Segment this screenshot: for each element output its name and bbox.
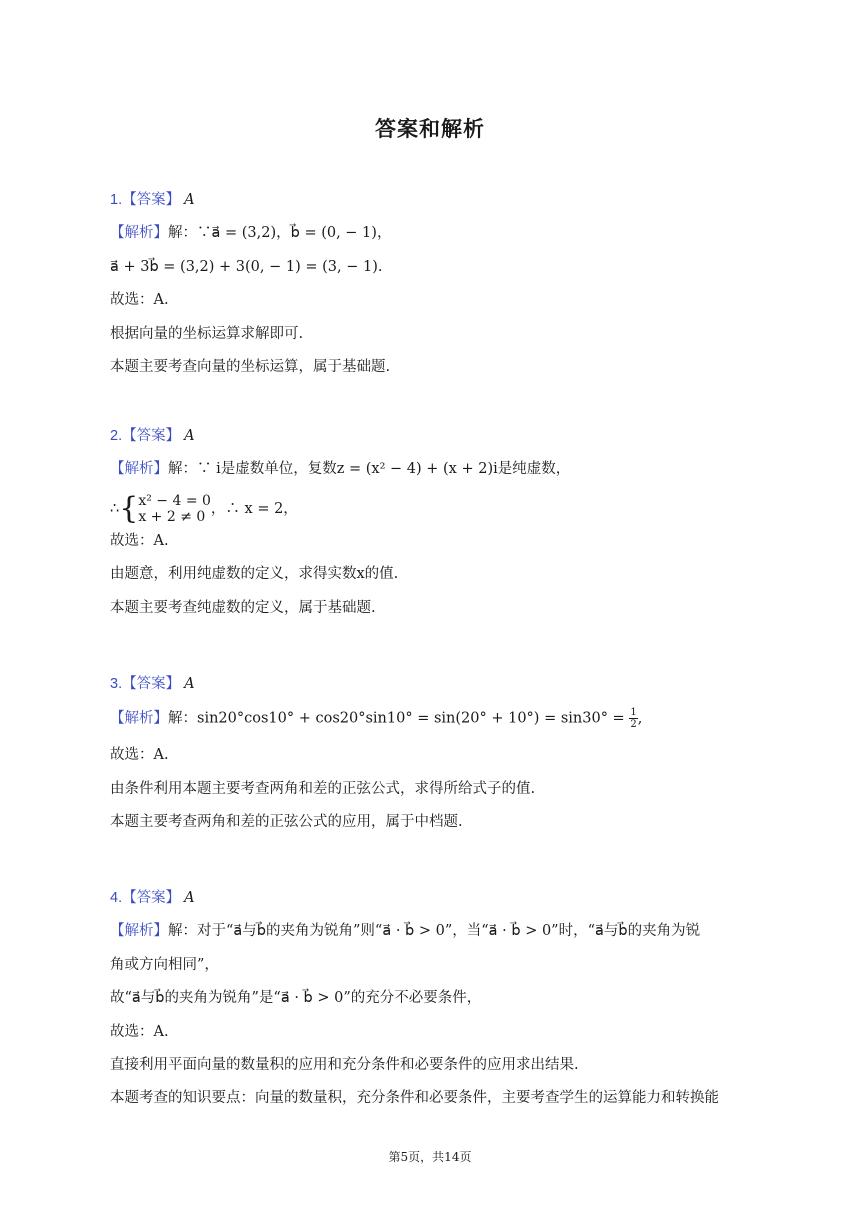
question-number: 4. [110,890,123,906]
page-title: 答案和解析 [375,117,485,141]
analysis-tag: 【解析】 [110,710,168,727]
analysis-line: 本题主要考查向量的坐标运算，属于基础题. [110,358,391,375]
analysis-line: 【解析】解：∵a⃗ = (3,2)，b⃗ = (0, − 1)， [110,225,392,242]
answer-tag: 【答案】 [122,676,181,692]
question-1 [110,190,760,390]
question-number: 3. [110,676,123,692]
page-footer: 第5页，共14页 [388,1150,472,1164]
answer-value: A [184,890,195,906]
question-number: 2. [110,428,123,444]
analysis-line: 故选：A. [110,532,169,549]
analysis-tag: 【解析】 [110,225,168,242]
question-4 [110,888,760,1122]
question-header [110,426,760,446]
analysis-line: 根据向量的坐标运算求解即可. [110,325,304,342]
analysis-line: 故选：A. [110,1023,169,1040]
analysis-line: 【解析】解：对于“a⃗与b⃗的夹角为锐角”则“a⃗ · b⃗ > 0”，当“a⃗ · b⃗ > 0”时，“a⃗与b⃗的夹角为锐 [110,923,701,940]
analysis-line: 【解析】解：sin20°cos10° + cos20°sin10° = sin(20° + 10°) = sin30° = $\frac{1}{2}$ , [110,707,643,731]
answer-value: A [184,428,195,444]
analysis-tag: 【解析】 [110,923,168,940]
analysis-tag: 【解析】 [110,461,168,478]
answer-tag: 【答案】 [122,428,181,444]
analysis-line: 角或方向相同”， [110,956,219,973]
analysis-line: 故“a⃗与b⃗的夹角为锐角”是“a⃗ · b⃗ > 0”的充分不必要条件， [110,990,482,1007]
question-header [110,190,760,210]
analysis-line: 本题主要考查纯虚数的定义，属于基础题. [110,599,376,616]
answer-value: A [184,676,195,692]
question-header [110,674,760,694]
analysis-line: 本题考查的知识要点：向量的数量积，充分条件和必要条件，主要考查学生的运算能力和转换能 [110,1090,719,1107]
analysis-line: 由条件利用本题主要考查两角和差的正弦公式，求得所给式子的值. [110,780,536,797]
analysis-line: 由题意，利用纯虚数的定义，求得实数x的值. [110,566,399,583]
analysis-line: 【解析】解：∵ i是虚数单位，复数z = (x² − 4) + (x + 2)i是纯虚数， [110,461,571,478]
analysis-line: a⃗ + 3b⃗ = (3,2) + 3(0, − 1) = (3, − 1). [110,258,383,275]
answer-tag: 【答案】 [122,890,181,906]
equation-system: { x² − 4 = 0 x + 2 ≠ 0 [119,490,211,526]
analysis-line: 直接利用平面向量的数量积的应用和充分条件和必要条件的应用求出结果. [110,1056,579,1073]
question-2 [110,426,760,631]
question-header [110,888,760,908]
analysis-line: 故选：A. [110,747,169,764]
fraction: $\frac{1}{2}$ [630,707,637,731]
analysis-line: 本题主要考查两角和差的正弦公式的应用，属于中档题. [110,814,463,831]
answer-value: A [184,192,195,208]
answer-tag: 【答案】 [122,192,181,208]
analysis-line: 故选：A. [110,292,169,309]
question-3 [110,674,760,846]
question-number: 1. [110,192,123,208]
equation-system-line: ∴{ x² − 4 = 0 x + 2 ≠ 0 ，∴ x = 2， [110,490,298,526]
